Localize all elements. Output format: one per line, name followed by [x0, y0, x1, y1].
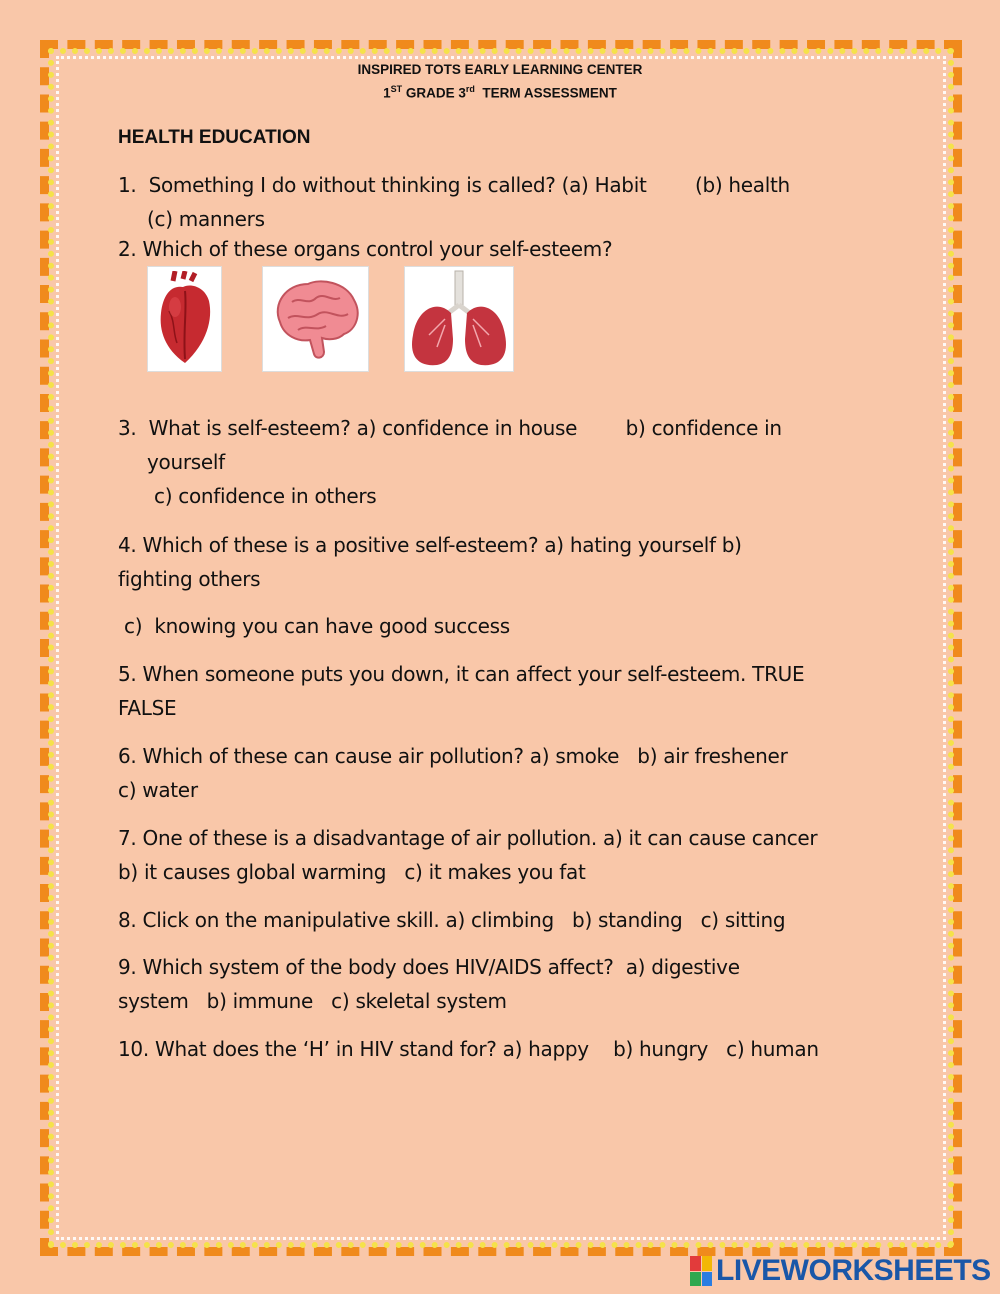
question-7	[118, 821, 886, 889]
heart-icon[interactable]	[147, 266, 222, 372]
question-9	[118, 950, 886, 1018]
question-3	[118, 411, 886, 513]
question-2-text: 2. Which of these organs control your self-esteem?	[118, 237, 613, 261]
subject-heading: HEALTH EDUCATION	[118, 127, 311, 148]
question-9-text: 9. Which system of the body does HIV/AIDS affect? a) digestive	[118, 955, 740, 979]
question-1-options: (c) manners	[147, 207, 265, 231]
question-4-text: 4. Which of these is a positive self-esteem? a) hating yourself b)	[118, 533, 742, 557]
question-3-options-wrap: yourself	[147, 450, 225, 474]
question-3-text: 3. What is self-esteem? a) confidence in house b) confidence in	[118, 416, 782, 440]
question-8	[118, 903, 886, 937]
question-8-text: 8. Click on the manipulative skill. a) climbing b) standing c) sitting	[118, 908, 786, 932]
question-5-text: 5. When someone puts you down, it can affect your self-esteem. TRUE	[118, 662, 805, 686]
school-name: INSPIRED TOTS EARLY LEARNING CENTER	[357, 62, 643, 77]
lungs-icon[interactable]	[404, 266, 514, 372]
question-2	[118, 232, 886, 266]
question-5-options: FALSE	[118, 696, 177, 720]
brain-icon[interactable]	[262, 266, 369, 372]
question-9-options: system b) immune c) skeletal system	[118, 989, 507, 1013]
question-4-option-c-text: c) knowing you can have good success	[118, 614, 510, 638]
question-4-options: fighting others	[118, 567, 261, 591]
question-4	[118, 528, 886, 596]
logo-text: LIVEWORKSHEETS	[716, 1254, 991, 1287]
question-6-text: 6. Which of these can cause air pollution? a) smoke b) air freshener	[118, 744, 788, 768]
question-7-options: b) it causes global warming c) it makes you fat	[118, 860, 586, 884]
question-6	[118, 739, 886, 807]
question-4-option-c	[118, 609, 886, 643]
question-7-text: 7. One of these is a disadvantage of air pollution. a) it can cause cancer	[118, 826, 818, 850]
question-5	[118, 657, 886, 725]
question-3-option-c: c) confidence in others	[154, 484, 377, 508]
question-1-text: 1. Something I do without thinking is called? (a) Habit (b) health	[118, 173, 790, 197]
question-10	[118, 1032, 886, 1066]
question-10-text: 10. What does the ‘H’ in HIV stand for? a) happy b) hungry c) human	[118, 1037, 819, 1061]
question-1	[118, 168, 886, 236]
assessment-title: 1ST GRADE 3rd TERM ASSESSMENT	[383, 84, 617, 101]
question-6-options: c) water	[118, 778, 198, 802]
liveworksheets-badge-icon	[690, 1256, 712, 1286]
liveworksheets-logo	[690, 1254, 991, 1288]
